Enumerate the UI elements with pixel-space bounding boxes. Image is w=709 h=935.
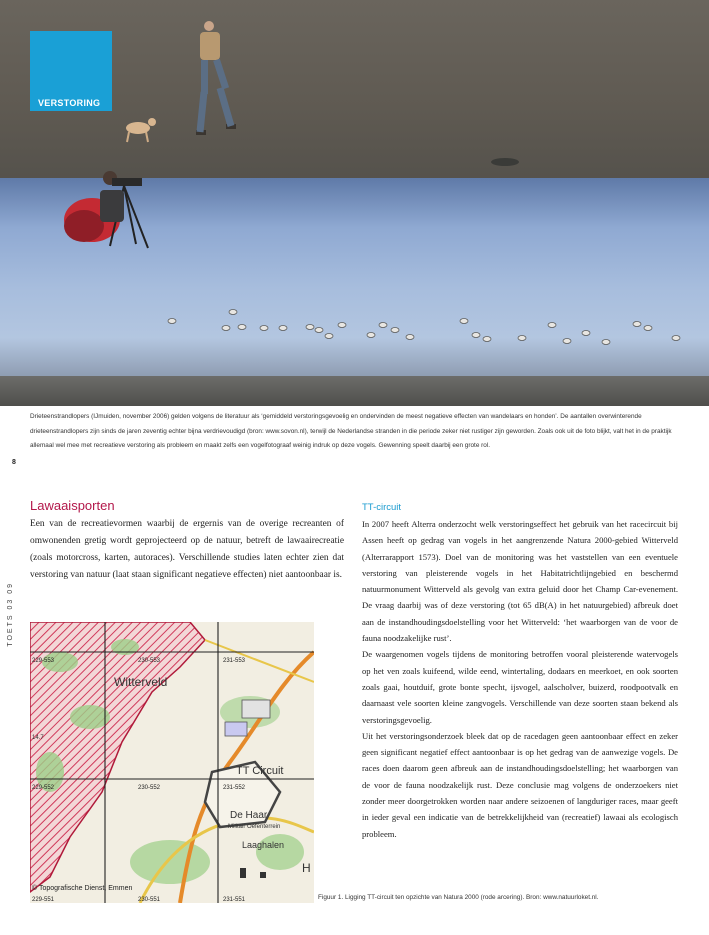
grid-label: 229-551 [32, 897, 55, 903]
grid-label: 231-553 [223, 658, 246, 664]
heading-tt-circuit: TT-circuit [362, 502, 402, 513]
grid-label: 229-553 [32, 658, 55, 664]
driftwood [491, 158, 519, 166]
map-label-de-haar: De Haar [230, 810, 268, 821]
paragraph-lawaaisporten: Een van de recreatievormen waarbij de ergernis van de overige recreanten of omwonenden gretig wordt geprojecteerd op de natuur, betreft de lawaairecreatie (zoals motorcross, karten, autoraces). Verschillende studies laten echter zien dat verstoring van natuur (laat staan significant negatieve effecten) niet aantoonbaar is. [30, 519, 344, 581]
map-place-h: H [302, 861, 311, 875]
tt-circuit-text [362, 516, 678, 842]
map-spot-height: 14.7 [32, 735, 44, 741]
section-tag-label: VERSTORING [38, 98, 101, 108]
grid-label: 231-552 [223, 785, 246, 791]
map-label-militair: Militair Oefenterrein [228, 824, 281, 830]
map-label-tt-circuit: TT Circuit [236, 765, 284, 777]
page-number: 8 [12, 459, 16, 466]
heading-lawaaisporten: Lawaaisporten [30, 498, 115, 513]
sanderling-flock [168, 310, 680, 345]
grid-label: 230-553 [138, 658, 161, 664]
journal-side-label: TOETS 03 09 [7, 582, 14, 647]
header-photo [0, 0, 709, 406]
grid-label: 229-552 [32, 785, 55, 791]
dog [126, 118, 156, 142]
section-tag [30, 31, 112, 111]
map-svg [30, 622, 314, 903]
photo-caption: Drieteenstrandlopers (IJmuiden, november 2006) gelden volgens de literatuur als ‘gemiddeld verstoringsgevoelig en ondervinden de meest negatieve effecten van wandelaars en honden’. De aantallen overwinterende drieteenstrandlopers zijn sinds de jaren zeventig echter bijna verdrievoudigd (bron: www.sovon.nl), terwijl de Nederlandse stranden in die periode zeker niet rustiger zijn geworden. Zoals ook uit de foto blijkt, valt het in de praktijk allemaal wel mee met recreatieve verstoring als probleem en maakt zelfs een vogelfotograaf weinig indruk op deze vogels. Gewenning speelt daarbij een grote rol. [30, 413, 672, 449]
grid-label: 230-551 [138, 897, 161, 903]
figure-caption: Figuur 1. Ligging TT-circuit ten opzichte van Natura 2000 (rode arcering). Bron: www.natuurloket.nl. [318, 894, 599, 901]
grid-label: 231-551 [223, 897, 246, 903]
bird-photographer [64, 171, 148, 248]
paragraph-tt-2: De waargenomen vogels tijdens de monitoring betroffen vooral pleisterende watervogels op het ven zoals kuifeend, wilde eend, wintertaling, dodaars en meerkoet, en ook soorten zoals gaai, houtduif, grote bonte specht, ijsvogel, aalscholver, buizerd, roodpootvalk en daarnaast vele soorten kleine zangvogels. Verschillende van deze soorten staan bekend als verstoringsgevoelig. [362, 649, 678, 725]
location-map [30, 622, 314, 903]
paragraph-tt-3: Uit het verstoringsonderzoek bleek dat op de racedagen geen aantoonbaar effect en zeker geen significant negatief effect aantoonbaar is op het gedrag van de aanwezige vogels. De races doen daarom geen afbreuk aan de instandhoudingsdoelstelling; het waarborgen van de voor de fauna noodzakelijk rust. Deze conclusie mag volgens de onderzoekers niet zonder meer doorgetrokken worden naar andere seizoenen of langduriger races, maar geeft in ieder geval een indicatie van de betrekkelijkheid van (recreatief) lawaai als ecologisch probleem. [362, 730, 678, 839]
map-label-laaghalen: Laaghalen [242, 840, 285, 850]
map-label-witterveld: Witterveld [114, 675, 168, 689]
walking-man [196, 21, 236, 135]
grid-label: 230-552 [138, 785, 161, 791]
map-copyright: © Topografische Dienst, Emmen [32, 885, 133, 892]
paragraph-tt-1: In 2007 heeft Alterra onderzocht welk verstoringseffect het gebruik van het racecircuit bij Assen heeft op gedrag van vogels in het aangrenzende Natura 2000-gebied Witterveld (Alterrarapport 1573). Doel van de monitoring was het vaststellen van een eventuele verstoring van pleisterende vogels in het Habitatrichtlijngebied en beschermd natuurmonument Witterveld als gevolg van extra geluid door het Champ Car-evenement. De vraag daarbij was of deze verstoring (tot 65 dB(A) in het natuurgebied) afbreuk doet aan de instandhoudingsdoelstelling voor het Witterveld: ‘het waarborgen van de voor de fauna noodzakelijke rust’. [362, 519, 678, 644]
